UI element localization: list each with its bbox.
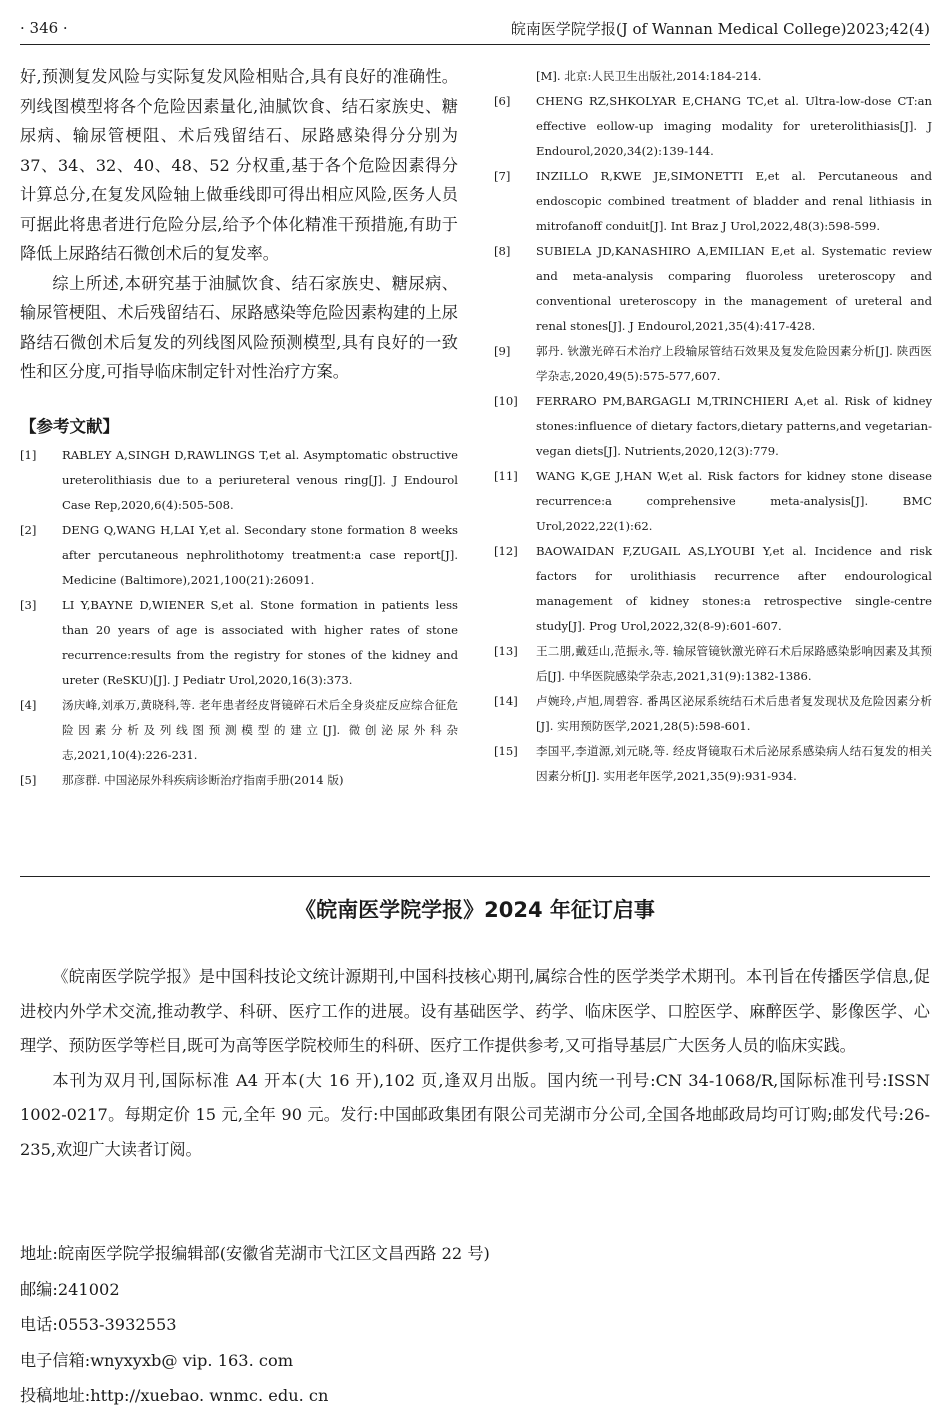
reference-text: [M]. 北京:人民卫生出版社,2014:184-214. [536, 69, 762, 83]
journal-citation: 皖南医学院学报(J of Wannan Medical College)2023;42(4) [510, 19, 930, 38]
reference-number: [9] [494, 344, 511, 358]
reference-number: [13] [494, 644, 518, 658]
running-header [20, 14, 930, 42]
left-column [20, 62, 458, 793]
references-heading: 【参考文献】 [20, 416, 119, 436]
reference-number: [3] [20, 597, 37, 612]
reference-text: FERRARO PM,BARGAGLI M,TRINCHIERI A,et al. Risk of kidney stones:influence of dietary factors,dietary patterns,and vegetarian-vegan diets[J]. Nutrients,2020,12(3):779. [536, 394, 932, 458]
right-column [494, 64, 932, 789]
reference-text: INZILLO R,KWE JE,SIMONETTI E,et al. Percutaneous and endoscopic combined treatment of bladder and renal lithiasis in mitrofanoff conduit[J]. Int Braz J Urol,2022,48(3):598-599. [536, 169, 932, 233]
body-paragraph-1: 好,预测复发风险与实际复发风险相贴合,具有良好的准确性。列线图模型将各个危险因素量化,油腻饮食、结石家族史、糖尿病、输尿管梗阻、术后残留结石、尿路感染得分分别为 37、34、32、40、48、52 分权重,基于各个危险因素得分计算总分,在复发风险轴上做垂线即可得出相应风险,医务人员可据此将患者进行危险分层,给予个体化精准干预措施,有助于降低上尿路结石微创术后的复发率。 [20, 67, 458, 263]
reference-item [494, 639, 932, 689]
reference-text: 李国平,李道源,刘元晓,等. 经皮肾镜取石术后泌尿系感染病人结石复发的相关因素分析[J]. 实用老年医学,2021,35(9):931-934. [536, 744, 932, 783]
reference-item [494, 389, 932, 464]
reference-number: [5] [20, 772, 37, 787]
reference-text: BAOWAIDAN F,ZUGAIL AS,LYOUBI Y,et al. Incidence and risk factors for urolithiasis recurrence after endourological management of kidney stones:a retrospective single-centre study[J]. Prog Urol,2022,32(8-9):601-607. [536, 544, 932, 633]
reference-item [494, 89, 932, 164]
reference-item [20, 518, 458, 593]
reference-number: [10] [494, 394, 518, 408]
reference-text: SUBIELA JD,KANASHIRO A,EMILIAN E,et al. Systematic review and meta-analysis comparing fluoroless ureteroscopy and conventional ureteroscopy in the management of ureteral and renal stones[J]. J Endourol,2021,35(4):417-428. [536, 244, 932, 333]
reference-text: WANG K,GE J,HAN W,et al. Risk factors for kidney stone disease recurrence:a comprehensive meta-analysis[J]. BMC Urol,2022,22(1):62. [536, 469, 932, 533]
reference-item [494, 464, 932, 539]
reference-number: [7] [494, 169, 511, 183]
reference-text: LI Y,BAYNE D,WIENER S,et al. Stone formation in patients less than 20 years of age is associated with higher rates of stone recurrence:results from the registry for stones of the kidney and ureter (ReSKU)[J]. J Pediatr Urol,2020,16(3):373. [62, 597, 458, 687]
reference-list-right [494, 64, 932, 789]
reference-number: [14] [494, 694, 518, 708]
reference-item [20, 443, 458, 518]
reference-item [20, 693, 458, 768]
reference-number: [4] [20, 697, 37, 712]
reference-number: [2] [20, 522, 37, 537]
reference-text: 郭丹. 钬激光碎石术治疗上段输尿管结石效果及复发危险因素分析[J]. 陕西医学杂志,2020,49(5):575-577,607. [536, 344, 932, 383]
reference-item [494, 239, 932, 339]
reference-item [20, 768, 458, 793]
section-divider [20, 876, 930, 877]
reference-number: [1] [20, 447, 37, 462]
notice-title: 《皖南医学院学报》2024 年征订启事 [295, 898, 655, 922]
page-number: · 346 · [20, 19, 68, 37]
contact-phone: 电话:0553-3932553 [20, 1315, 177, 1334]
header-rule [20, 44, 930, 45]
reference-number [494, 64, 536, 89]
contact-info [20, 1236, 930, 1414]
reference-text: CHENG RZ,SHKOLYAR E,CHANG TC,et al. Ultra-low-dose CT:an effective eollow-up imaging modality for ureterolithiasis[J]. J Endourol,2020,34(2):139-144. [536, 94, 932, 158]
reference-text: 汤庆峰,刘承万,黄晓科,等. 老年患者经皮肾镜碎石术后全身炎症反应综合征危险因素分析及列线图预测模型的建立[J]. 微创泌尿外科杂志,2021,10(4):226-231. [62, 697, 458, 762]
contact-address: 地址:皖南医学院学报编辑部(安徽省芜湖市弋江区文昌西路 22 号) [20, 1244, 490, 1263]
reference-text: DENG Q,WANG H,LAI Y,et al. Secondary stone formation 8 weeks after percutaneous nephrolithotomy treatment:a case report[J]. Medicine (Baltimore),2021,100(21):26091. [62, 522, 458, 587]
reference-number: [6] [494, 94, 511, 108]
reference-list-left [20, 443, 458, 793]
reference-item [494, 339, 932, 389]
reference-item [494, 739, 932, 789]
reference-item [494, 64, 932, 89]
reference-text: 那彦群. 中国泌尿外科疾病诊断治疗指南手册(2014 版) [62, 772, 344, 787]
reference-text: RABLEY A,SINGH D,RAWLINGS T,et al. Asymptomatic obstructive ureterolithiasis due to a periureteral venous ring[J]. J Endourol Case Rep,2020,6(4):505-508. [62, 447, 458, 512]
reference-text: 王二朋,戴廷山,范振永,等. 输尿管镜钬激光碎石术后尿路感染影响因素及其预后[J]. 中华医院感染学杂志,2021,31(9):1382-1386. [536, 644, 932, 683]
reference-number: [11] [494, 469, 518, 483]
contact-postcode: 邮编:241002 [20, 1279, 120, 1299]
contact-submission-url[interactable]: 投稿地址:http://xuebao. wnmc. edu. cn [20, 1386, 329, 1405]
reference-item [494, 689, 932, 739]
reference-text: 卢婉玲,卢旭,周碧容. 番禺区泌尿系统结石术后患者复发现状及危险因素分析[J]. 实用预防医学,2021,28(5):598-601. [536, 694, 932, 733]
body-paragraph-2: 综上所述,本研究基于油腻饮食、结石家族史、糖尿病、输尿管梗阻、术后残留结石、尿路感染等危险因素构建的上尿路结石微创术后复发的列线图风险预测模型,具有良好的一致性和区分度,可指导临床制定针对性治疗方案。 [20, 273, 458, 381]
reference-item [494, 164, 932, 239]
reference-number: [8] [494, 244, 511, 258]
reference-number: [12] [494, 544, 518, 558]
notice-body [20, 960, 930, 1167]
reference-item [494, 539, 932, 639]
contact-email[interactable]: 电子信箱:wnyxyxb@ vip. 163. com [20, 1350, 294, 1370]
reference-item [20, 593, 458, 693]
notice-paragraph-2: 本刊为双月刊,国际标准 A4 开本(大 16 开),102 页,逢双月出版。国内统一刊号:CN 34-1068/R,国际标准刊号:ISSN 1002-0217。每期定价 15 元,全年 90 元。发行:中国邮政集团有限公司芜湖市分公司,全国各地邮政局均可订购;邮发代号:26-235,欢迎广大读者订阅。 [20, 1070, 930, 1159]
reference-number: [15] [494, 744, 518, 758]
notice-paragraph-1: 《皖南医学院学报》是中国科技论文统计源期刊,中国科技核心期刊,属综合性的医学类学术期刊。本刊旨在传播医学信息,促进校内外学术交流,推动教学、科研、医疗工作的进展。设有基础医学、药学、临床医学、口腔医学、麻醉医学、影像医学、心理学、预防医学等栏目,既可为高等医学院校师生的科研、医疗工作提供参考,又可指导基层广大医务人员的临床实践。 [20, 967, 930, 1055]
